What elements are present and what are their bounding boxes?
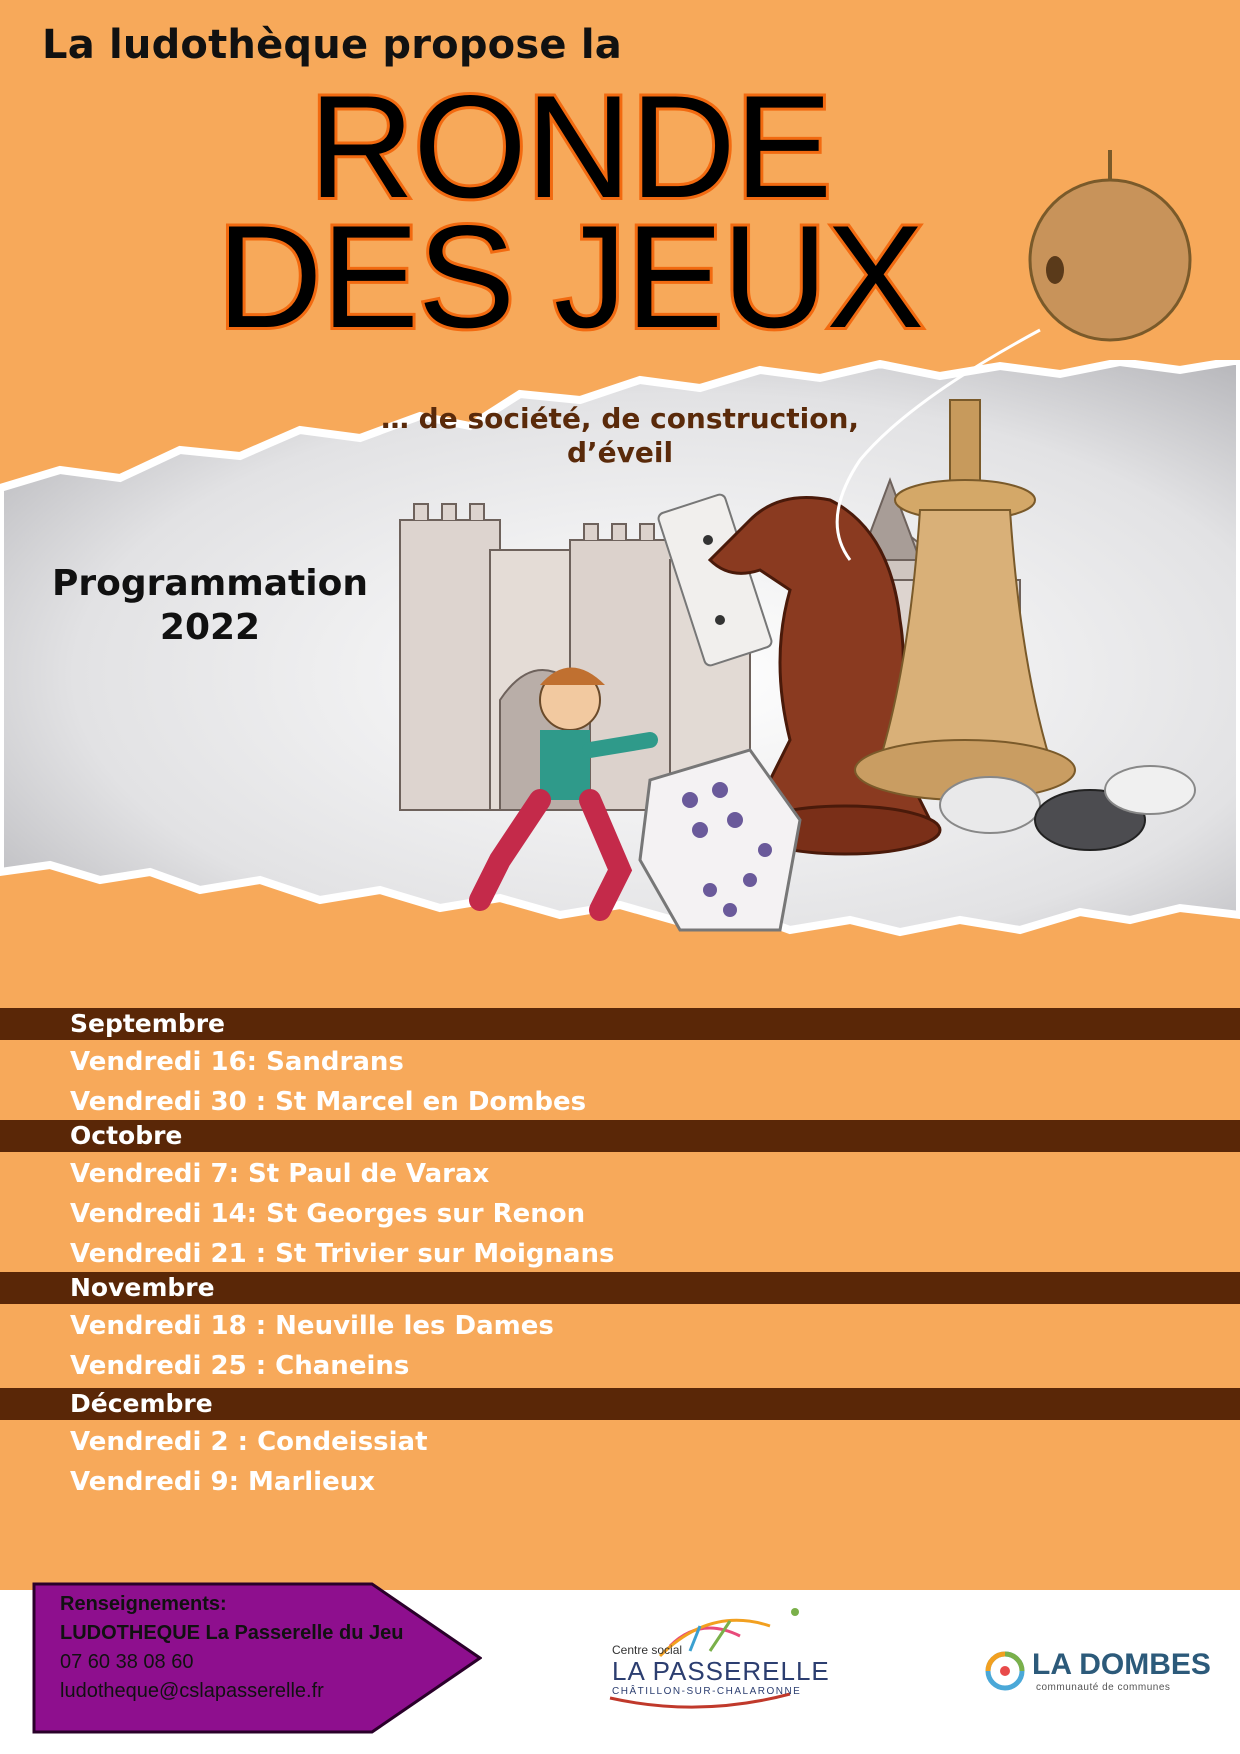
intro-heading: La ludothèque propose la [42,22,622,68]
title-line-1: RONDE [308,65,832,228]
event-item: Vendredi 7: St Paul de Varax [70,1159,490,1189]
event-item: Vendredi 30 : St Marcel en Dombes [70,1087,587,1117]
month-header: Octobre [0,1120,1240,1152]
main-title [160,65,980,358]
dombes-logo-icon [984,1650,1030,1692]
event-item: Vendredi 9: Marlieux [70,1467,376,1497]
programme-year: 2022 [159,607,261,648]
subtitle-line-1: … de société, de construction, [380,402,860,435]
contact-email[interactable]: ludotheque@cslapasserelle.fr [60,1680,324,1702]
month-header: Septembre [0,1008,1240,1040]
programme-label: Programmation [52,563,368,604]
passerelle-name: LA PASSERELLE [612,1656,830,1686]
event-item: Vendredi 21 : St Trivier sur Moignans [70,1239,615,1269]
dombes-sub: communauté de communes [1036,1682,1171,1693]
passerelle-city: CHÂTILLON-SUR-CHALARONNE [612,1686,802,1697]
event-item: Vendredi 2 : Condeissiat [70,1427,428,1457]
event-item: Vendredi 16: Sandrans [70,1047,404,1077]
event-item: Vendredi 18 : Neuville les Dames [70,1311,554,1341]
contact-heading: Renseignements: [60,1593,227,1615]
dombes-name: LA DOMBES [1032,1648,1211,1681]
event-item: Vendredi 25 : Chaneins [70,1351,410,1381]
contact-org: LUDOTHEQUE La Passerelle du Jeu [60,1622,404,1644]
schedule [0,1008,1240,1500]
subtitle-line-2: d’éveil [566,436,674,469]
month-header: Novembre [0,1272,1240,1304]
contact-info [60,1590,403,1706]
event-item: Vendredi 14: St Georges sur Renon [70,1199,586,1229]
month-header: Décembre [0,1388,1240,1420]
title-line-2: DES JEUX [217,195,923,358]
contact-phone[interactable]: 07 60 38 08 60 [60,1651,194,1673]
subtitle [360,402,880,470]
passerelle-label: Centre social [612,1643,683,1657]
programme-heading [40,562,380,650]
